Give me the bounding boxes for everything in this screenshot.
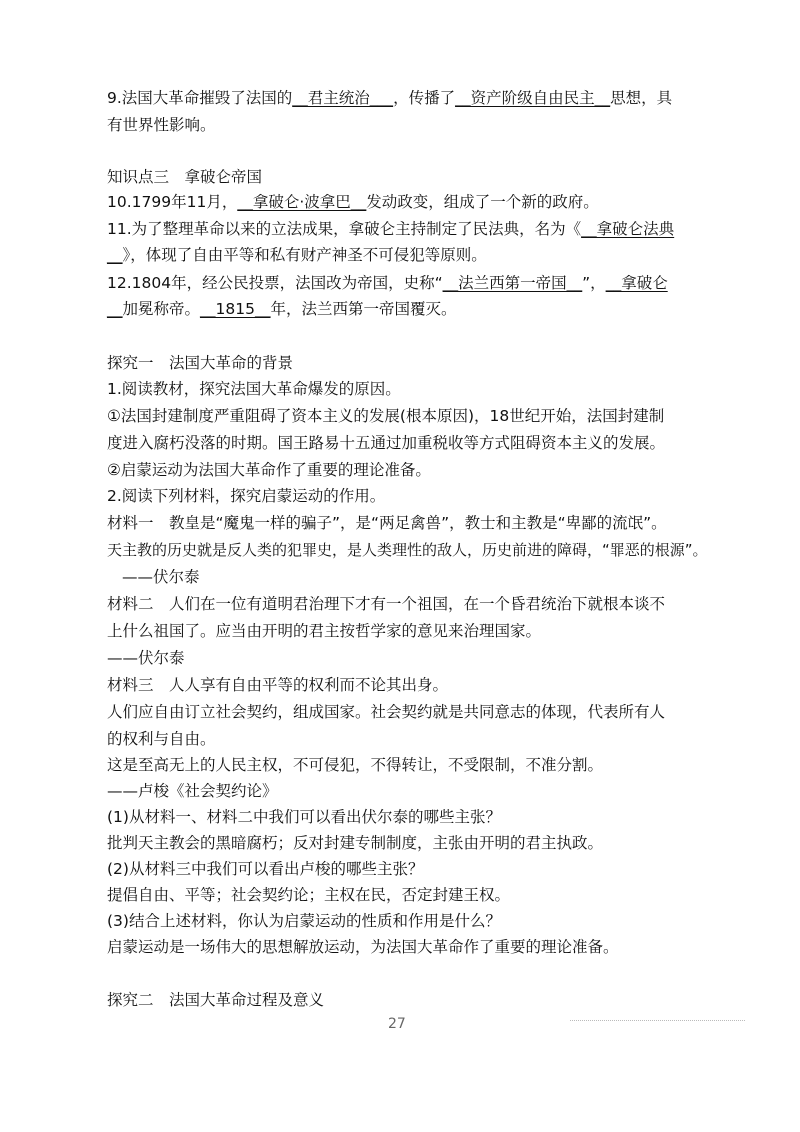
material2-b: 上什么祖国了。应当由开明的君主按哲学家的意见来治理国家。: [107, 622, 542, 640]
q12-line1: 12.1804年，经公民投票，法国改为帝国，史称“__法兰西第一帝国__”，__拿破仑: [107, 274, 668, 292]
explore1-p3: ②启蒙运动为法国大革命作了重要的理论准备。: [107, 461, 431, 479]
q12-blank3: __: [107, 300, 123, 318]
q9-blank2: __资产阶级自由民主__: [455, 89, 611, 107]
material1-b: 天主教的历史就是反人类的犯罪史，是人类理性的敌人，历史前进的障碍，“罪恶的根源”。: [107, 541, 708, 559]
q11-line1: 11.为了整理革命以来的立法成果，拿破仑主持制定了民法典，名为《__拿破仑法典: [107, 220, 675, 238]
q11-blank1: __拿破仑法典: [581, 220, 675, 238]
material1-source: ——伏尔泰: [122, 568, 200, 586]
kp3-heading: 知识点三 拿破仑帝国: [107, 168, 263, 186]
q11-blank2: __: [107, 246, 123, 264]
q9-blank1: __君主统治___: [292, 89, 394, 107]
material2-source: ——伏尔泰: [107, 649, 185, 667]
q12-blank4: __1815__: [200, 300, 271, 318]
q10: 10.1799年11月，__拿破仑·波拿巴__发动政变，组成了一个新的政府。: [107, 193, 599, 211]
q11-line2: __》，体现了自由平等和私有财产神圣不可侵犯等原则。: [107, 246, 487, 264]
question1: (1)从材料一、材料二中我们可以看出伏尔泰的哪些主张？: [107, 808, 501, 826]
question3: (3)结合上述材料，你认为启蒙运动的性质和作用是什么？: [107, 912, 501, 930]
explore1-p4: 2.阅读下列材料，探究启蒙运动的作用。: [107, 487, 386, 505]
q10-blank: __拿破仑·波拿巴__: [237, 193, 367, 211]
explore1-p2a: ①法国封建制度严重阻碍了资本主义的发展(根本原因)，18世纪开始，法国封建制: [107, 407, 665, 425]
material1-a: 材料一 教皇是“魔鬼一样的骗子”，是“两足禽兽”，教士和主教是“卑鄙的流氓”。: [107, 514, 667, 532]
explore1-heading: 探究一 法国大革命的背景: [107, 354, 294, 372]
question2: (2)从材料三中我们可以看出卢梭的哪些主张？: [107, 860, 424, 878]
answer3: 启蒙运动是一场伟大的思想解放运动，为法国大革命作了重要的理论准备。: [107, 938, 619, 956]
material3-a: 材料三 人人享有自由平等的权利而不论其出身。: [107, 676, 449, 694]
explore1-p1: 1.阅读教材，探究法国大革命爆发的原因。: [107, 380, 401, 398]
material2-a: 材料二 人们在一位有道明君治理下才有一个祖国，在一个昏君统治下就根本谈不: [107, 595, 666, 613]
q12-blank2: __拿破仑: [605, 274, 668, 292]
answer2: 提倡自由、平等；社会契约论；主权在民，否定封建王权。: [107, 886, 511, 904]
material3-source: ——卢梭《社会契约论》: [107, 782, 278, 800]
page-number: 27: [388, 1016, 406, 1032]
material3-b: 人们应自由订立社会契约，组成国家。社会契约就是共同意志的体现，代表所有人: [107, 703, 666, 721]
explore1-p2b: 度进入腐朽没落的时期。国王路易十五通过加重税收等方式阻碍资本主义的发展。: [107, 434, 666, 452]
q9-line2: 有世界性影响。: [107, 116, 216, 134]
answer1: 批判天主教会的黑暗腐朽；反对封建专制制度，主张由开明的君主执政。: [107, 834, 604, 852]
watermark: [570, 1020, 745, 1028]
explore2-heading: 探究二 法国大革命过程及意义: [107, 991, 325, 1009]
q12-blank1: __法兰西第一帝国__: [442, 274, 583, 292]
material3-c: 的权利与自由。: [107, 730, 216, 748]
q9-line1: 9.法国大革命摧毁了法国的__君主统治___，传播了__资产阶级自由民主__思想，具: [107, 89, 673, 107]
q12-line2: __加冕称帝。__1815__年，法兰西第一帝国覆灭。: [107, 300, 457, 318]
material3-d: 这是至高无上的人民主权，不可侵犯，不得转让，不受限制，不准分割。: [107, 756, 604, 774]
